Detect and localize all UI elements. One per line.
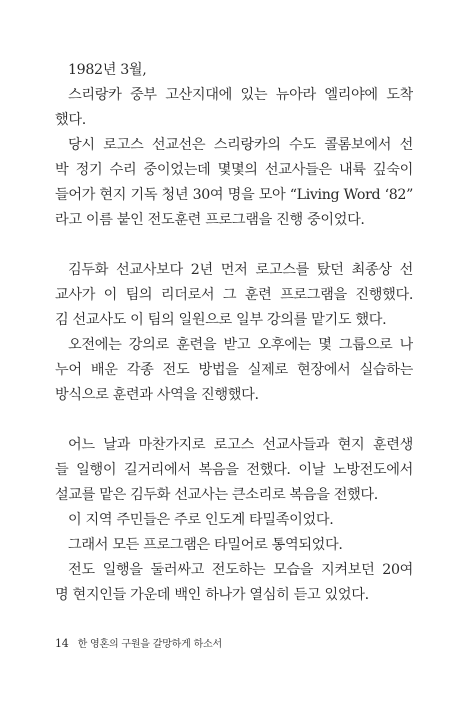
text-line: 교사가 이 팀의 리더로서 그 훈련 프로그램을 진행했다. [55,287,413,303]
body-text [55,58,413,608]
text-line: 김 선교사도 이 팀의 일원으로 일부 강의를 맡기도 했다. [55,312,387,328]
text-line: 전도 일행을 둘러싸고 전도하는 모습을 지켜보던 20여 [68,562,413,578]
text-line: 당시 로고스 선교선은 스리랑카의 수도 콜롬보에서 선 [68,137,413,153]
running-title: 한 영혼의 구원을 갈망하게 하소서 [77,639,222,650]
page-footer [55,637,222,652]
text-line: 누어 배운 각종 전도 방법을 실제로 현장에서 실습하는 [55,362,413,378]
text-line: 이 지역 주민들은 주로 인도계 타밀족이었다. [68,512,334,528]
text-line: 스리랑카 중부 고산지대에 있는 뉴아라 엘리야에 도착 [68,87,413,103]
text-line: 했다. [55,112,86,128]
text-line: 박 정기 수리 중이었는데 몇몇의 선교사들은 내륙 깊숙이 [55,162,413,178]
text-line: 라고 이름 붙인 전도훈련 프로그램을 진행 중이었다. [55,212,365,228]
text-line: 방식으로 훈련과 사역을 진행했다. [55,387,259,403]
text-line: 어느 날과 마찬가지로 로고스 선교사들과 현지 훈련생 [68,437,413,453]
paragraph-gap [55,408,413,433]
text-line: 설교를 맡은 김두화 선교사는 큰소리로 복음을 전했다. [55,487,378,503]
text-line: 오전에는 강의로 훈련을 받고 오후에는 몇 그룹으로 나 [68,337,413,353]
text-line: 1982년 3월, [68,62,147,78]
page-number: 14 [55,637,69,650]
text-line: 들 일행이 길거리에서 복음을 전했다. 이날 노방전도에서 [55,462,413,478]
paragraph-gap [55,233,413,258]
text-line: 김두화 선교사보다 2년 먼저 로고스를 탔던 최종상 선 [68,262,413,278]
text-line: 들어가 현지 기독 청년 30여 명을 모아 “Living Word ‘82” [55,187,413,203]
text-line: 명 현지인들 가운데 백인 하나가 열심히 듣고 있었다. [55,587,369,603]
text-line: 그래서 모든 프로그램은 타밀어로 통역되었다. [68,537,343,553]
